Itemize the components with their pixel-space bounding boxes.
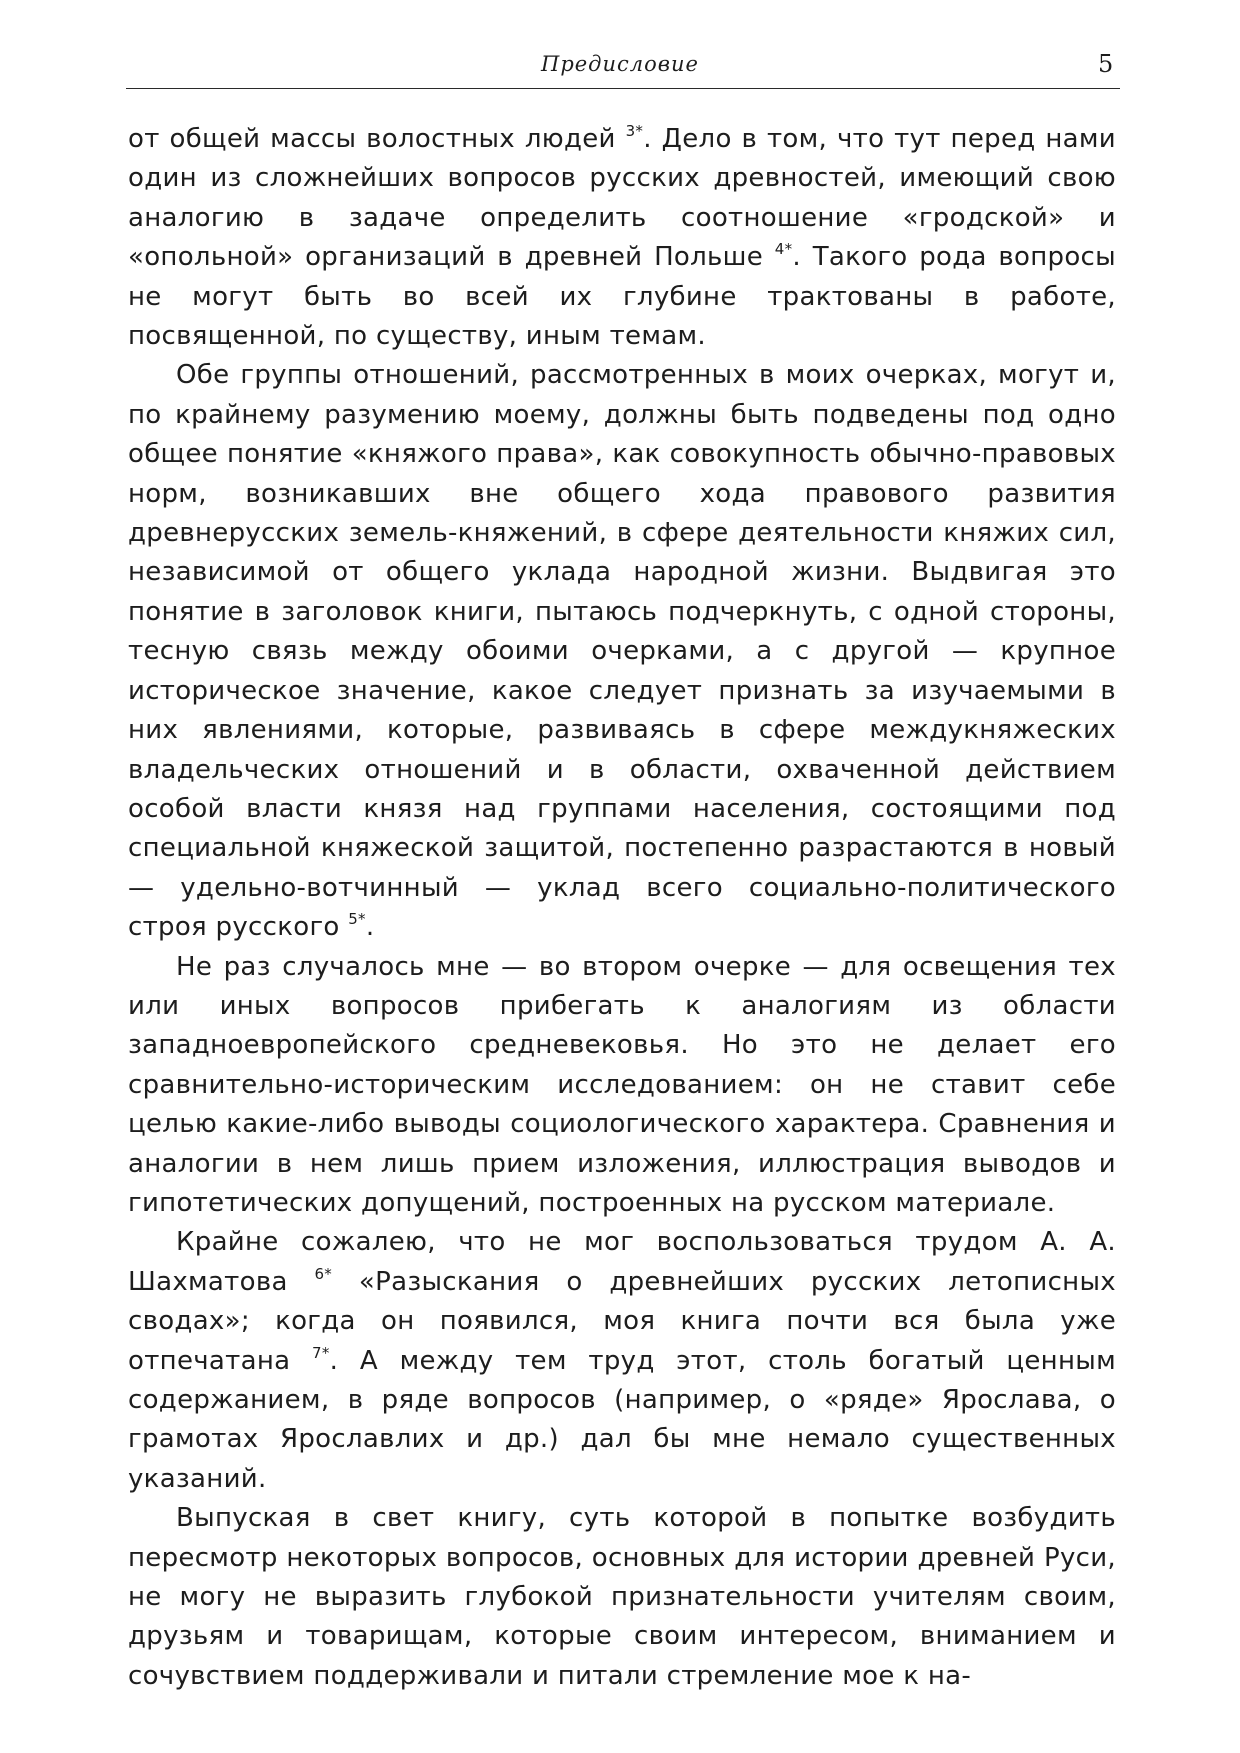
paragraph-4: Крайне сожалею, что не мог воспользоваться трудом А. А. Шахматова $^{6*}$ «Разыскания о древнейших русских летописных сводах»; когда он появился, моя книга почти вся была уже отпечатана $^{7*}$. А между тем труд этот, столь богатый ценным содержанием, в ряде вопросов (например, о «ряде» Ярослава, о грамотах Ярославлих и др.) дал бы мне немало существенных указаний. [128, 1227, 1117, 1494]
page-number: 5 [1098, 50, 1114, 78]
paragraph-5: Выпуская в свет книгу, суть которой в попытке возбудить пересмотр некоторых вопросов, основных для истории древней Руси, не могу не выразить глубокой признательности учителям своим, друзьям и товарищам, которые своим интересом, вниманием и сочувствием поддерживали и питали стремление мое к на- [128, 1503, 1116, 1691]
footnote-ref-6: 6* [314, 1264, 333, 1283]
header-rule [126, 88, 1120, 89]
paragraph-2: Обе группы отношений, рассмотренных в моих очерках, могут и, по крайнему разумению моему, должны быть подведены под одно общее понятие «княжого права», как совокупность обычно-правовых норм, возникавших вне общего хода правового развития древнерусских земель-княжений, в сфере деятельности княжих сил, независимой от общего уклада народной жизни. Выдвигая это понятие в заголовок книги, пытаюсь подчеркнуть, с одной стороны, тесную связь между обоими очерками, а с другой — крупное историческое значение, какое следует признать за изучаемыми в них явлениями, которые, развиваясь в сфере междукняжеских владельческих отношений и в области, охваченной действием особой власти князя над группами населения, состоящими под специальной княжеской защитой, постепенно разрастаются в новый — удельно-вотчинный — уклад всего социально-политического строя русского $^{5*}$. [128, 360, 1116, 943]
footnote-ref-5: 5* [348, 910, 366, 929]
page-body [128, 120, 1116, 1696]
paragraph-1: от общей массы волостных людей $^{3*}$. Дело в том, что тут перед нами один из сложнейших вопросов русских древностей, имеющий свою аналогию в задаче определить соотношение «гродской» и «опольной» организаций в древней Польше $^{4*}$. Такого рода вопросы не могут быть во всей их глубине трактованы в работе, посвященной, по существу, иным темам. [128, 122, 1116, 352]
footnote-ref-4: 4* [774, 240, 793, 259]
running-title: Предисловие [541, 52, 699, 76]
footnote-ref-3: 3* [625, 122, 644, 140]
paragraph-3: Не раз случалось мне — во втором очерке — для освещения тех или иных вопросов прибегать к аналогиям из области западноевропейского средневековья. Но это не делает его сравнительно-историческим исследованием: он не ставит себе целью какие-либо выводы социологического характера. Сравнения и аналогии в нем лишь прием изложения, иллюстрация выводов и гипотетических допущений, построенных на русском материале. [128, 951, 1116, 1218]
footnote-ref-7: 7* [312, 1343, 330, 1362]
